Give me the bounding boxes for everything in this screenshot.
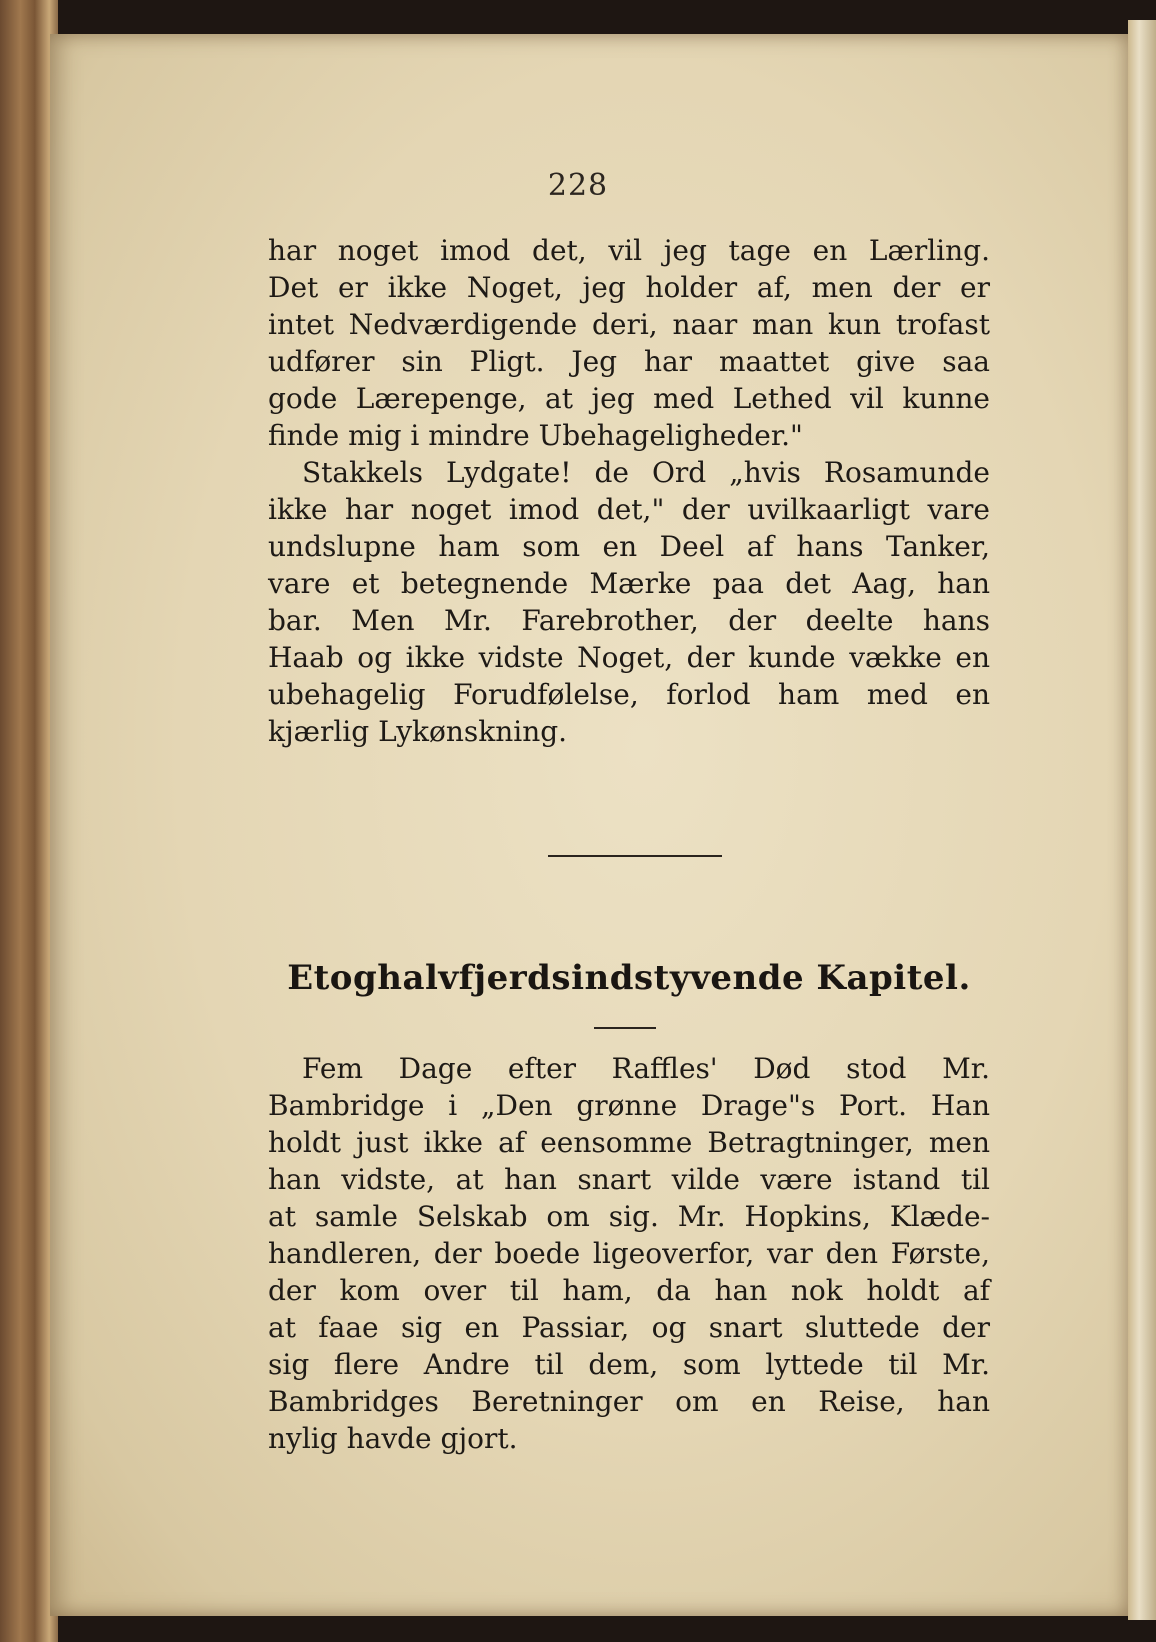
text-line: udfører sin Pligt. Jeg har maattet give saa [268,345,990,378]
text-line: Bambridge i „Den grønne Drage"s Port. Han [268,1089,990,1122]
text-line: ikke har noget imod det," der uvilkaarligt vare [268,493,990,526]
text-line: ubehagelig Forudfølelse, forlod ham med en [268,678,990,711]
text-line: Fem Dage efter Raffles' Død stod Mr. [302,1052,990,1085]
text-line: gode Lærepenge, at jeg med Lethed vil kunne [268,382,990,415]
text-line: vare et betegnende Mærke paa det Aag, han [268,567,990,600]
section-divider-rule [548,855,722,857]
text-line: nylig havde gjort. [268,1422,518,1455]
text-line: han vidste, at han snart vilde være istand til [268,1163,990,1196]
text-line: bar. Men Mr. Farebrother, der deelte hans [268,604,990,637]
text-line: Stakkels Lydgate! de Ord „hvis Rosamunde [302,456,990,489]
text-line: at faae sig en Passiar, og snart sluttede der [268,1311,990,1344]
text-line: finde mig i mindre Ubehageligheder." [268,419,803,452]
paragraphs-top [268,232,990,750]
page-edge-right [1128,20,1156,1620]
text-line: undslupne ham som en Deel af hans Tanker, [268,530,990,563]
text-line: har noget imod det, vil jeg tage en Lærling. [268,234,990,267]
chapter-title-underline [594,1027,656,1029]
text-line: holdt just ikke af eensomme Betragtninger, men [268,1126,990,1159]
text-line: handleren, der boede ligeoverfor, var den Første, [268,1237,990,1270]
paragraph-chapter-opening [268,1050,990,1457]
text-line: at samle Selskab om sig. Mr. Hopkins, Klæde- [268,1200,990,1233]
text-line: Haab og ikke vidste Noget, der kunde vække en [268,641,990,674]
text-line: Bambridges Beretninger om en Reise, han [268,1385,990,1418]
text-line: intet Nedværdigende deri, naar man kun trofast [268,308,990,341]
chapter-title: Etoghalvfjerdsindstyvende Kapitel. [287,958,971,998]
page-number: 228 [547,168,609,203]
text-line: kjærlig Lykønskning. [268,715,568,748]
text-line: sig flere Andre til dem, som lyttede til Mr. [268,1348,990,1381]
text-line: der kom over til ham, da han nok holdt af [268,1274,990,1307]
text-line: Det er ikke Noget, jeg holder af, men der er [268,271,990,304]
